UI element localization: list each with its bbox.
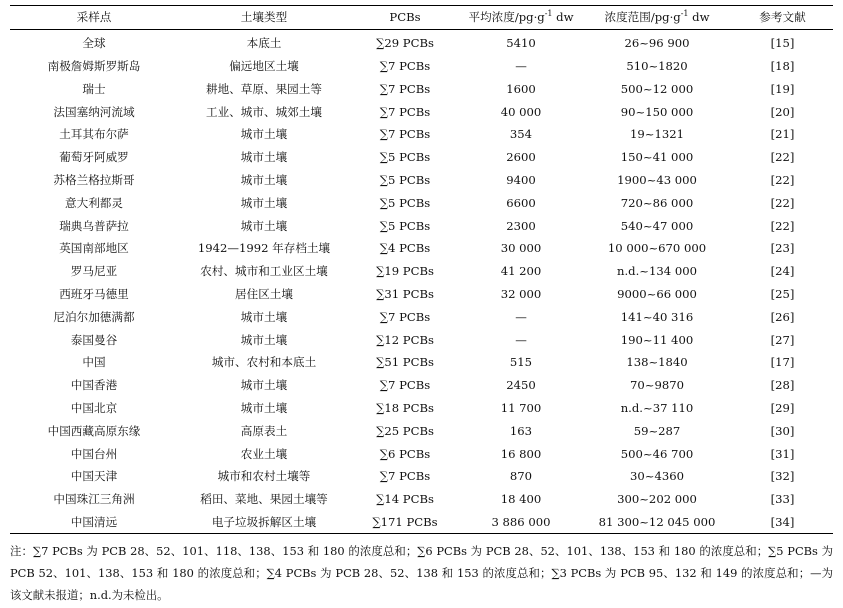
table-row bbox=[10, 237, 833, 260]
cell-reference: [25] bbox=[770, 286, 795, 301]
cell-soil-type: 偏远地区土壤 bbox=[229, 58, 299, 73]
cell-soil-type: 城市土壤 bbox=[240, 218, 288, 233]
cell-mean-concentration: 2300 bbox=[506, 218, 536, 233]
cell-soil-type: 农村、城市和工业区土壤 bbox=[200, 264, 328, 279]
cell-reference: [23] bbox=[770, 241, 795, 256]
cell-pcbs: ∑7 PCBs bbox=[379, 58, 431, 73]
cell-reference: [22] bbox=[770, 172, 795, 187]
cell-soil-type: 城市土壤 bbox=[240, 150, 288, 165]
cell-concentration-range: 190~11 400 bbox=[620, 332, 694, 347]
cell-mean-concentration: 30 000 bbox=[500, 241, 542, 256]
table-row bbox=[10, 123, 833, 146]
cell-soil-type: 城市土壤 bbox=[240, 309, 288, 324]
header-mean-concentration: 平均浓度$/pg\cdot g^{-1}$ dw bbox=[468, 9, 574, 25]
cell-site: 南极詹姆斯罗斯岛 bbox=[47, 58, 141, 73]
table-row bbox=[10, 374, 833, 397]
cell-pcbs: ∑5 PCBs bbox=[379, 218, 431, 233]
cell-soil-type: 本底土 bbox=[246, 36, 282, 51]
cell-pcbs: ∑19 PCBs bbox=[376, 264, 434, 279]
cell-concentration-range: 540~47 000 bbox=[620, 218, 694, 233]
cell-soil-type: 电子垃圾拆解区土壤 bbox=[211, 514, 317, 529]
cell-mean-concentration: 6600 bbox=[506, 195, 536, 210]
table-header bbox=[10, 6, 833, 30]
cell-reference: [27] bbox=[770, 332, 795, 347]
cell-mean-concentration: 3 886 000 bbox=[491, 514, 551, 529]
cell-soil-type: 城市土壤 bbox=[240, 332, 288, 347]
table-row bbox=[10, 146, 833, 169]
cell-concentration-range: 26~96 900 bbox=[624, 36, 690, 51]
cell-site: 苏格兰格拉斯哥 bbox=[53, 172, 135, 187]
cell-mean-concentration: 5410 bbox=[506, 36, 536, 51]
cell-site: 中国台州 bbox=[70, 446, 118, 461]
cell-soil-type: 耕地、草原、果园土等 bbox=[206, 81, 322, 96]
cell-pcbs: ∑31 PCBs bbox=[376, 286, 434, 301]
cell-pcbs: ∑5 PCBs bbox=[379, 150, 431, 165]
cell-mean-concentration: 2600 bbox=[506, 150, 536, 165]
cell-pcbs: ∑5 PCBs bbox=[379, 172, 431, 187]
cell-concentration-range: 150~41 000 bbox=[620, 150, 694, 165]
cell-concentration-range: 70~9870 bbox=[630, 378, 684, 393]
table-row bbox=[10, 511, 833, 534]
table-row bbox=[10, 260, 833, 283]
cell-mean-concentration: 16 800 bbox=[500, 446, 542, 461]
cell-soil-type: 稻田、菜地、果园土壤等 bbox=[200, 492, 328, 507]
cell-reference: [26] bbox=[770, 309, 795, 324]
cell-pcbs: ∑171 PCBs bbox=[372, 514, 438, 529]
cell-pcbs: ∑6 PCBs bbox=[379, 446, 431, 461]
table-row bbox=[10, 283, 833, 306]
table-row bbox=[10, 55, 833, 78]
cell-reference: [20] bbox=[770, 104, 795, 119]
cell-site: 中国香港 bbox=[70, 378, 118, 393]
cell-soil-type: 1942—1992 年存档土壤 bbox=[197, 241, 331, 256]
cell-site: 中国北京 bbox=[70, 400, 118, 415]
cell-pcbs: ∑25 PCBs bbox=[376, 423, 434, 438]
cell-site: 中国西藏高原东缘 bbox=[47, 423, 141, 438]
table-row bbox=[10, 397, 833, 420]
cell-site: 中国珠江三角洲 bbox=[53, 492, 135, 507]
cell-soil-type: 城市土壤 bbox=[240, 127, 288, 142]
cell-mean-concentration: — bbox=[515, 309, 527, 324]
cell-concentration-range: 90~150 000 bbox=[620, 104, 694, 119]
cell-mean-concentration: 9400 bbox=[506, 172, 536, 187]
cell-site: 英国南部地区 bbox=[59, 241, 129, 256]
table-row bbox=[10, 488, 833, 511]
table-row bbox=[10, 191, 833, 214]
cell-mean-concentration: 1600 bbox=[506, 81, 536, 96]
header-row bbox=[10, 6, 833, 30]
cell-reference: [33] bbox=[770, 492, 795, 507]
cell-concentration-range: 30~4360 bbox=[630, 469, 684, 484]
table-footnote: 注：∑7 PCBs 为 PCB 28、52、101、118、138、153 和 180 的浓度总和；∑6 PCBs 为 PCB 28、52、101、138、153 和 180 的浓度总和；∑5 PCBs 为 PCB 52、101、138、153 和 180 的浓度总和；∑4 PCBs 为 PCB 28、52、138 和 153 的浓度总和；∑3 PCBs 为 PCB 95、132 和 149 的浓度总和；—为该文献未报道；n.d.为未检出。 bbox=[10, 544, 833, 602]
cell-site: 尼泊尔加德满都 bbox=[53, 309, 135, 324]
cell-mean-concentration: — bbox=[515, 58, 527, 73]
cell-site: 葡萄牙阿威罗 bbox=[59, 150, 129, 165]
cell-reference: [21] bbox=[770, 127, 795, 142]
cell-concentration-range: 59~287 bbox=[633, 423, 681, 438]
cell-mean-concentration: 354 bbox=[509, 127, 533, 142]
cell-concentration-range: n.d.~37 110 bbox=[620, 400, 694, 415]
cell-mean-concentration: 40 000 bbox=[500, 104, 542, 119]
table-row bbox=[10, 328, 833, 351]
header-concentration-range: 浓度范围$/pg\cdot g^{-1}$ dw bbox=[604, 9, 710, 25]
cell-site: 意大利都灵 bbox=[65, 195, 123, 210]
cell-soil-type: 农业土壤 bbox=[240, 446, 288, 461]
cell-reference: [22] bbox=[770, 195, 795, 210]
cell-reference: [34] bbox=[770, 514, 795, 529]
header-site: 采样点 bbox=[76, 10, 112, 25]
cell-reference: [31] bbox=[770, 446, 795, 461]
cell-site: 罗马尼亚 bbox=[70, 264, 118, 279]
cell-site: 泰国曼谷 bbox=[70, 332, 118, 347]
cell-soil-type: 工业、城市、城郊土壤 bbox=[206, 104, 322, 119]
cell-soil-type: 城市土壤 bbox=[240, 172, 288, 187]
table-row bbox=[10, 465, 833, 488]
cell-site: 中国天津 bbox=[70, 469, 118, 484]
cell-reference: [28] bbox=[770, 378, 795, 393]
cell-site: 全球 bbox=[82, 36, 106, 51]
cell-soil-type: 城市土壤 bbox=[240, 400, 288, 415]
cell-mean-concentration: 515 bbox=[509, 355, 533, 370]
cell-concentration-range: 500~46 700 bbox=[620, 446, 694, 461]
cell-site: 瑞典乌普萨拉 bbox=[59, 218, 129, 233]
cell-mean-concentration: — bbox=[515, 332, 527, 347]
cell-site: 西班牙马德里 bbox=[59, 286, 129, 301]
cell-mean-concentration: 41 200 bbox=[500, 264, 542, 279]
table-row bbox=[10, 77, 833, 100]
table-row bbox=[10, 100, 833, 123]
cell-reference: [30] bbox=[770, 423, 795, 438]
table-row bbox=[10, 419, 833, 442]
cell-pcbs: ∑7 PCBs bbox=[379, 378, 431, 393]
cell-reference: [17] bbox=[770, 355, 795, 370]
cell-concentration-range: 1900~43 000 bbox=[617, 172, 697, 187]
cell-concentration-range: 138~1840 bbox=[626, 355, 688, 370]
cell-pcbs: ∑7 PCBs bbox=[379, 309, 431, 324]
cell-concentration-range: 300~202 000 bbox=[617, 492, 697, 507]
cell-site: 中国 bbox=[82, 355, 106, 370]
table-row bbox=[10, 305, 833, 328]
cell-reference: [22] bbox=[770, 150, 795, 165]
cell-soil-type: 城市和农村土壤等 bbox=[217, 469, 311, 484]
table-row bbox=[10, 442, 833, 465]
cell-pcbs: ∑7 PCBs bbox=[379, 469, 431, 484]
cell-mean-concentration: 2450 bbox=[506, 378, 536, 393]
cell-site: 法国塞纳河流域 bbox=[53, 104, 135, 119]
cell-mean-concentration: 11 700 bbox=[500, 400, 542, 415]
cell-mean-concentration: 163 bbox=[509, 423, 533, 438]
table-row bbox=[10, 169, 833, 192]
table-body bbox=[10, 29, 833, 534]
cell-pcbs: ∑29 PCBs bbox=[376, 36, 434, 51]
cell-site: 中国清远 bbox=[70, 514, 118, 529]
header-reference: 参考文献 bbox=[759, 10, 806, 25]
cell-concentration-range: 81 300~12 045 000 bbox=[598, 514, 716, 529]
cell-concentration-range: 141~40 316 bbox=[620, 309, 694, 324]
table-row bbox=[10, 351, 833, 374]
cell-pcbs: ∑7 PCBs bbox=[379, 104, 431, 119]
cell-soil-type: 城市土壤 bbox=[240, 195, 288, 210]
cell-pcbs: ∑5 PCBs bbox=[379, 195, 431, 210]
cell-pcbs: ∑18 PCBs bbox=[376, 400, 434, 415]
cell-reference: [32] bbox=[770, 469, 795, 484]
cell-concentration-range: 500~12 000 bbox=[620, 81, 694, 96]
cell-reference: [19] bbox=[770, 81, 795, 96]
cell-pcbs: ∑7 PCBs bbox=[379, 81, 431, 96]
pcb-concentration-table bbox=[10, 5, 833, 534]
cell-reference: [22] bbox=[770, 218, 795, 233]
table-row bbox=[10, 214, 833, 237]
cell-concentration-range: 720~86 000 bbox=[620, 195, 694, 210]
header-soil-type: 土壤类型 bbox=[240, 10, 288, 25]
cell-reference: [18] bbox=[770, 58, 795, 73]
cell-pcbs: ∑4 PCBs bbox=[379, 241, 431, 256]
cell-pcbs: ∑51 PCBs bbox=[376, 355, 434, 370]
cell-reference: [15] bbox=[770, 36, 795, 51]
cell-pcbs: ∑12 PCBs bbox=[376, 332, 434, 347]
cell-soil-type: 城市土壤 bbox=[240, 378, 288, 393]
cell-concentration-range: 510~1820 bbox=[626, 58, 688, 73]
cell-mean-concentration: 32 000 bbox=[500, 286, 542, 301]
cell-concentration-range: 19~1321 bbox=[630, 127, 684, 142]
cell-soil-type: 高原表土 bbox=[240, 423, 288, 438]
cell-site: 瑞士 bbox=[82, 81, 106, 96]
cell-concentration-range: n.d.~134 000 bbox=[617, 264, 697, 279]
cell-mean-concentration: 18 400 bbox=[500, 492, 542, 507]
table-row bbox=[10, 29, 833, 54]
cell-reference: [24] bbox=[770, 264, 795, 279]
cell-concentration-range: 9000~66 000 bbox=[617, 286, 697, 301]
cell-site: 土耳其布尔萨 bbox=[59, 127, 129, 142]
cell-reference: [29] bbox=[770, 400, 795, 415]
cell-pcbs: ∑7 PCBs bbox=[379, 127, 431, 142]
cell-soil-type: 居住区土壤 bbox=[235, 286, 293, 301]
cell-concentration-range: 10 000~670 000 bbox=[607, 241, 707, 256]
cell-soil-type: 城市、农村和本底土 bbox=[211, 355, 317, 370]
cell-mean-concentration: 870 bbox=[509, 469, 533, 484]
cell-pcbs: ∑14 PCBs bbox=[376, 492, 434, 507]
header-pcbs: PCBs bbox=[389, 10, 421, 25]
